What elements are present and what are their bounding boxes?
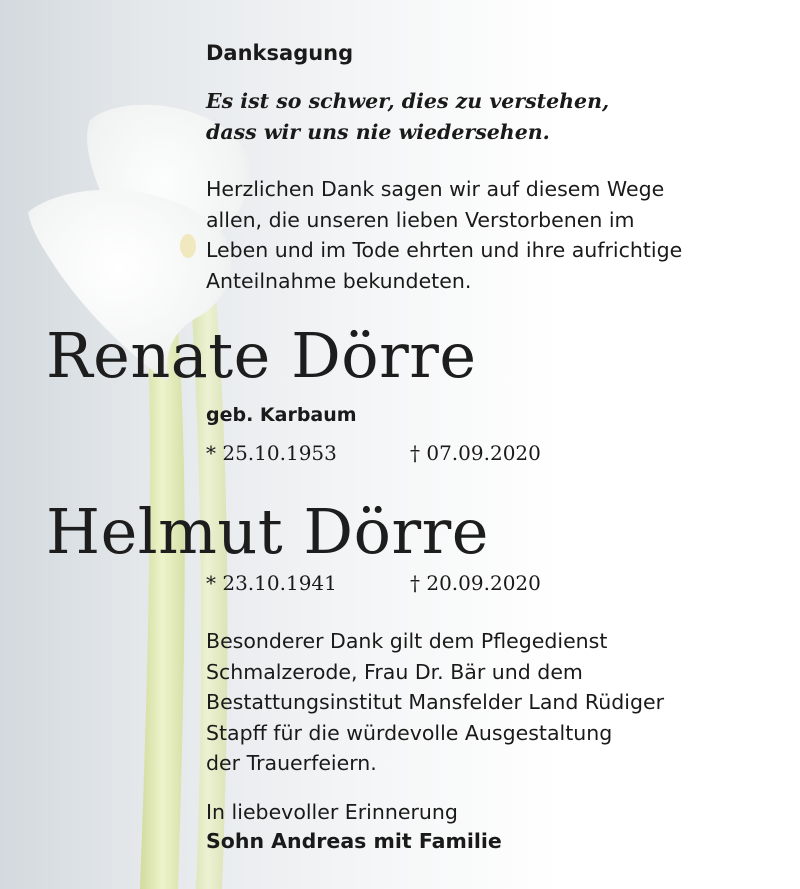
paragraph-line: Schmalzerode, Frau Dr. Bär und dem (206, 659, 583, 684)
paragraph-line: allen, die unseren lieben Verstorbenen im (206, 207, 635, 232)
paragraph-line: Leben und im Tode ehrten und ihre aufrichtige (206, 238, 683, 262)
paragraph-line: Stapff für die würdevolle Ausgestaltung (206, 720, 613, 745)
paragraph-line: Herzlichen Dank sagen wir auf diesem Wege (206, 177, 665, 201)
paragraph-line: Bestattungsinstitut Mansfelder Land Rüdiger (206, 690, 664, 714)
death-date: † 07.09.2020 (410, 441, 541, 465)
maiden-name: geb. Karbaum (206, 404, 357, 426)
thanks-paragraph (206, 174, 682, 296)
deceased-name: Helmut Dörre (46, 495, 489, 568)
paragraph-line: Anteilnahme bekundeten. (206, 268, 472, 293)
verse-line: dass wir uns nie wiedersehen. (206, 120, 550, 144)
deceased-name: Renate Dörre (46, 319, 477, 392)
heading-title: Danksagung (206, 41, 354, 65)
paragraph-line: der Trauerfeiern. (206, 751, 377, 775)
birth-date: * 23.10.1941 (206, 571, 337, 595)
birth-date: * 25.10.1953 (206, 441, 337, 465)
signature: Sohn Andreas mit Familie (206, 829, 502, 853)
verse (206, 86, 609, 148)
paragraph-line: Besonderer Dank gilt dem Pflegedienst (206, 629, 608, 653)
special-thanks-paragraph (206, 626, 664, 779)
verse-line: Es ist so schwer, dies zu verstehen, (206, 89, 610, 113)
closing-line: In liebevoller Erinnerung (206, 800, 458, 824)
death-date: † 20.09.2020 (410, 571, 541, 595)
